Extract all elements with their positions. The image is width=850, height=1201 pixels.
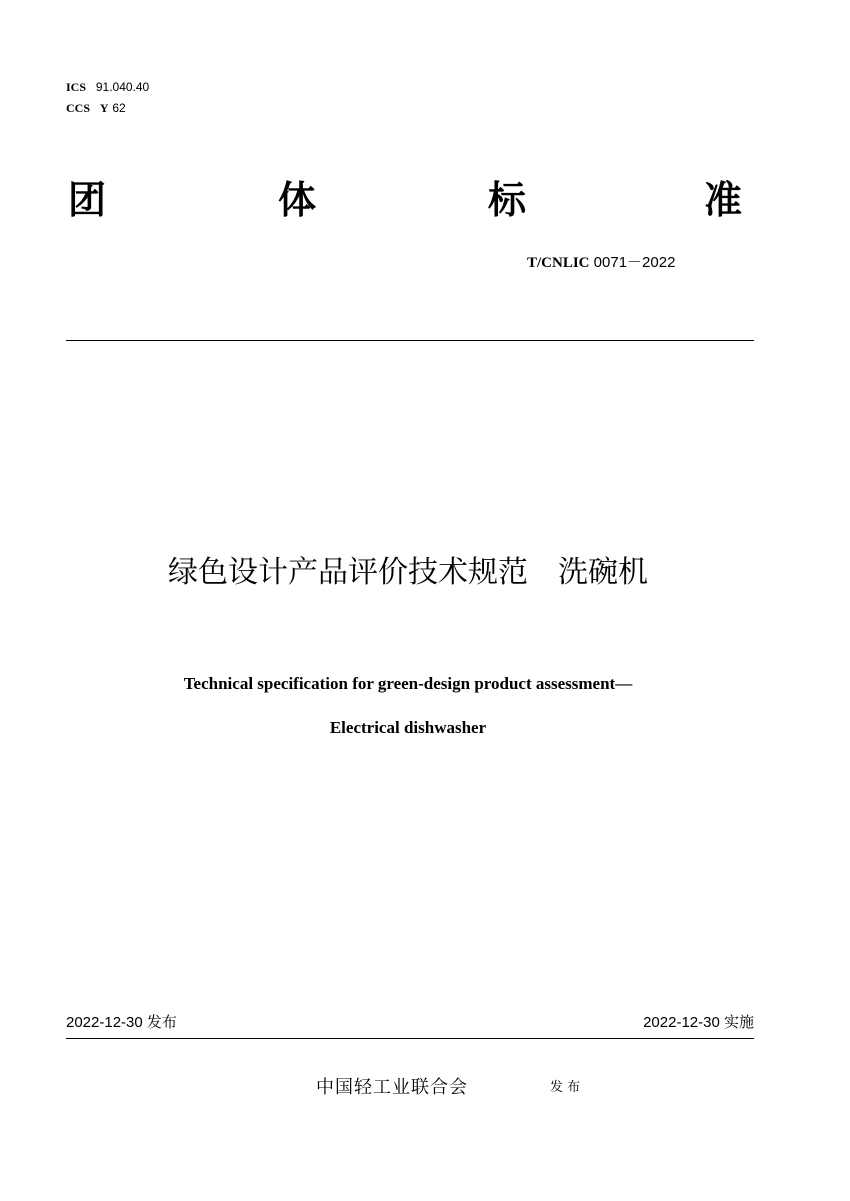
ccs-value-number: 62 xyxy=(112,101,126,115)
ccs-value-letter: Y xyxy=(99,101,109,115)
ics-code xyxy=(66,80,149,94)
standard-type-char-2: 体 xyxy=(278,178,317,222)
standard-type-char-1: 团 xyxy=(68,178,107,222)
header-divider xyxy=(66,340,754,341)
title-english-line-2: Electrical dishwasher xyxy=(329,718,487,737)
publish-date: 2022-12-30 发布 xyxy=(66,1014,177,1031)
title-chinese: 绿色设计产品评价技术规范 洗碗机 xyxy=(168,555,648,590)
title-english-line-1: Technical specification for green-design product assessment— xyxy=(183,674,633,693)
standard-type-char-4: 准 xyxy=(704,178,743,222)
ccs-label: CCS xyxy=(66,101,91,115)
footer-divider xyxy=(66,1038,754,1039)
ics-label: ICS xyxy=(66,80,87,94)
implement-date: 2022-12-30 实施 xyxy=(643,1014,754,1031)
standard-number xyxy=(527,253,675,272)
ics-value: 91.040.40 xyxy=(95,80,150,94)
standard-number-prefix: T/CNLIC xyxy=(527,255,590,271)
standard-type-char-3: 标 xyxy=(488,178,527,222)
standard-number-value: 0071－2022 xyxy=(589,254,676,271)
publisher-action: 发 布 xyxy=(550,1080,581,1095)
ccs-code xyxy=(66,101,126,115)
publisher-name: 中国轻工业联合会 xyxy=(316,1077,468,1098)
